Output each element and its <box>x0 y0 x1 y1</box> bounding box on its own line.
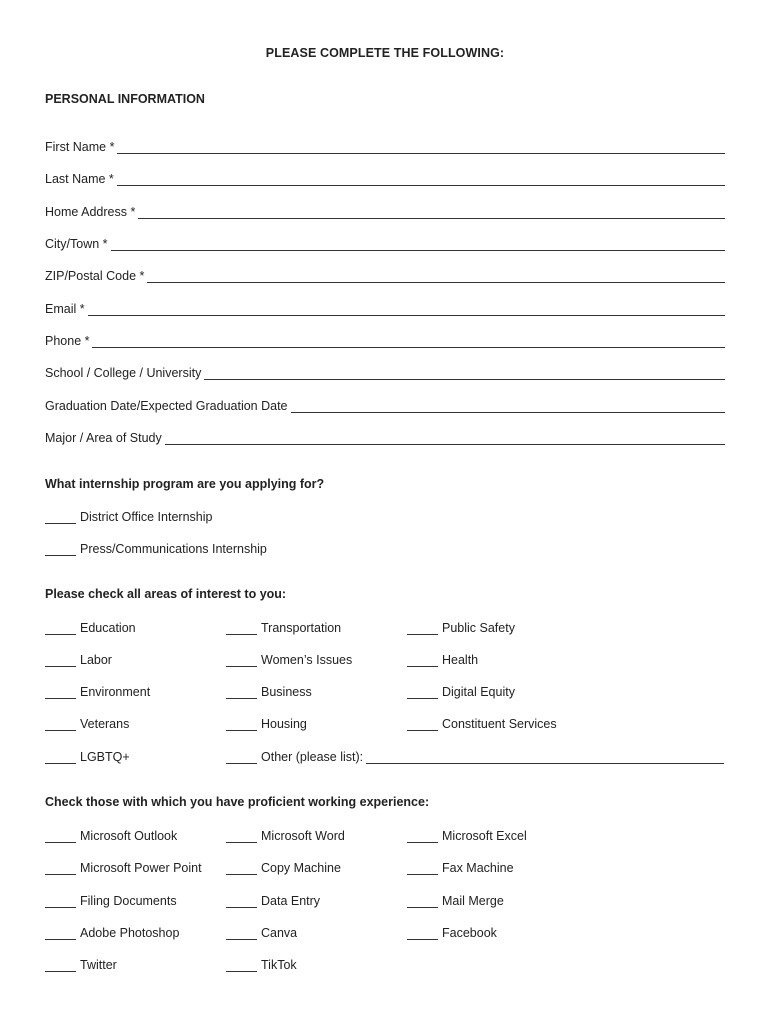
last-name-line[interactable] <box>117 173 725 186</box>
interest-option-public-safety[interactable] <box>407 619 515 635</box>
checkbox-blank[interactable] <box>226 896 257 908</box>
experience-option-excel[interactable] <box>407 827 527 843</box>
interest-option-labor[interactable] <box>45 651 112 667</box>
graduation-date-line[interactable] <box>291 400 725 413</box>
option-label: Twitter <box>80 958 117 972</box>
checkbox-blank[interactable] <box>45 687 76 699</box>
email-line[interactable] <box>88 303 725 316</box>
school-field[interactable] <box>45 364 725 380</box>
option-label: Canva <box>261 926 298 940</box>
interest-option-education[interactable] <box>45 619 136 635</box>
experience-option-facebook[interactable] <box>407 924 497 940</box>
last-name-label: Last Name * <box>45 172 114 186</box>
checkbox-blank[interactable] <box>226 863 257 875</box>
option-label: Fax Machine <box>442 861 514 875</box>
major-line[interactable] <box>165 432 725 445</box>
interest-option-environment[interactable] <box>45 683 150 699</box>
option-label: Veterans <box>80 717 130 731</box>
graduation-date-label: Graduation Date/Expected Graduation Date <box>45 399 288 413</box>
checkbox-blank[interactable] <box>407 655 438 667</box>
checkbox-blank[interactable] <box>407 687 438 699</box>
option-label: Microsoft Word <box>261 829 345 843</box>
checkbox-blank[interactable] <box>45 752 76 764</box>
checkbox-blank[interactable] <box>45 896 76 908</box>
city-town-field[interactable] <box>45 235 725 251</box>
checkbox-blank[interactable] <box>45 719 76 731</box>
checkbox-blank[interactable] <box>45 544 76 556</box>
first-name-line[interactable] <box>117 141 725 154</box>
interest-option-health[interactable] <box>407 651 478 667</box>
interests-question: Please check all areas of interest to you: <box>45 587 287 601</box>
interest-option-womens-issues[interactable] <box>226 651 352 667</box>
option-label: Copy Machine <box>261 861 341 875</box>
experience-option-copy-machine[interactable] <box>226 859 341 875</box>
experience-option-data-entry[interactable] <box>226 892 320 908</box>
checkbox-blank[interactable] <box>226 752 257 764</box>
interest-option-digital-equity[interactable] <box>407 683 515 699</box>
major-field[interactable] <box>45 429 725 445</box>
option-label: Education <box>80 621 136 635</box>
home-address-label: Home Address * <box>45 205 136 219</box>
experience-option-outlook[interactable] <box>45 827 177 843</box>
checkbox-blank[interactable] <box>226 655 257 667</box>
last-name-field[interactable] <box>45 170 725 186</box>
experience-option-tiktok[interactable] <box>226 956 297 972</box>
option-label: Transportation <box>261 621 342 635</box>
email-label: Email * <box>45 302 85 316</box>
option-label: Other (please list): <box>261 750 364 764</box>
option-label: Adobe Photoshop <box>80 926 180 940</box>
option-label: Public Safety <box>442 621 515 635</box>
checkbox-blank[interactable] <box>226 928 257 940</box>
option-label: Environment <box>80 685 151 699</box>
interest-option-lgbtq[interactable] <box>45 748 130 764</box>
checkbox-blank[interactable] <box>45 928 76 940</box>
experience-option-power-point[interactable] <box>45 859 202 875</box>
interest-option-transportation[interactable] <box>226 619 341 635</box>
city-town-line[interactable] <box>111 238 725 251</box>
option-label: TikTok <box>261 958 297 972</box>
home-address-field[interactable] <box>45 203 725 219</box>
option-label: LGBTQ+ <box>80 750 130 764</box>
option-label: Microsoft Outlook <box>80 829 178 843</box>
checkbox-blank[interactable] <box>407 831 438 843</box>
experience-option-adobe-photoshop[interactable] <box>45 924 179 940</box>
checkbox-blank[interactable] <box>45 512 76 524</box>
page-title: PLEASE COMPLETE THE FOLLOWING: <box>265 46 505 60</box>
first-name-field[interactable] <box>45 138 725 154</box>
interest-option-housing[interactable] <box>226 715 307 731</box>
checkbox-blank[interactable] <box>45 831 76 843</box>
zip-code-field[interactable] <box>45 267 725 283</box>
checkbox-blank[interactable] <box>407 928 438 940</box>
interest-option-other[interactable] <box>226 748 724 764</box>
program-option-press-communications[interactable] <box>45 540 267 556</box>
checkbox-blank[interactable] <box>226 687 257 699</box>
option-label: Press/Communications Internship <box>80 542 267 556</box>
graduation-date-field[interactable] <box>45 397 725 413</box>
personal-info-heading: PERSONAL INFORMATION <box>45 92 205 106</box>
option-label: Data Entry <box>261 894 321 908</box>
checkbox-blank[interactable] <box>407 896 438 908</box>
option-label: Filing Documents <box>80 894 177 908</box>
option-label: Facebook <box>442 926 497 940</box>
option-label: Women’s Issues <box>261 653 353 667</box>
option-label: Constituent Services <box>442 717 557 731</box>
option-label: Microsoft Power Point <box>80 861 202 875</box>
checkbox-blank[interactable] <box>45 960 76 972</box>
home-address-line[interactable] <box>138 206 725 219</box>
interest-option-constituent-services[interactable] <box>407 715 557 731</box>
checkbox-blank[interactable] <box>45 623 76 635</box>
other-write-in-line[interactable] <box>366 751 724 764</box>
phone-label: Phone * <box>45 334 90 348</box>
city-town-label: City/Town * <box>45 237 108 251</box>
checkbox-blank[interactable] <box>226 719 257 731</box>
experience-option-canva[interactable] <box>226 924 297 940</box>
experience-option-word[interactable] <box>226 827 345 843</box>
option-label: Health <box>442 653 479 667</box>
experience-option-filing-documents[interactable] <box>45 892 177 908</box>
checkbox-blank[interactable] <box>407 623 438 635</box>
school-line[interactable] <box>204 367 725 380</box>
checkbox-blank[interactable] <box>226 831 257 843</box>
major-label: Major / Area of Study <box>45 431 162 445</box>
option-label: Microsoft Excel <box>442 829 527 843</box>
checkbox-blank[interactable] <box>45 863 76 875</box>
checkbox-blank[interactable] <box>226 960 257 972</box>
option-label: Labor <box>80 653 112 667</box>
option-label: Mail Merge <box>442 894 504 908</box>
school-label: School / College / University <box>45 366 202 380</box>
checkbox-blank[interactable] <box>407 719 438 731</box>
phone-line[interactable] <box>92 335 725 348</box>
program-question: What internship program are you applying for? <box>45 477 325 491</box>
option-label: Digital Equity <box>442 685 515 699</box>
experience-question: Check those with which you have proficient working experience: <box>45 795 430 809</box>
first-name-label: First Name * <box>45 140 115 154</box>
phone-field[interactable] <box>45 332 725 348</box>
checkbox-blank[interactable] <box>45 655 76 667</box>
zip-code-line[interactable] <box>147 270 725 283</box>
checkbox-blank[interactable] <box>407 863 438 875</box>
experience-option-twitter[interactable] <box>45 956 117 972</box>
zip-code-label: ZIP/Postal Code * <box>45 269 145 283</box>
email-field[interactable] <box>45 300 725 316</box>
option-label: District Office Internship <box>80 510 213 524</box>
option-label: Housing <box>261 717 307 731</box>
option-label: Business <box>261 685 312 699</box>
checkbox-blank[interactable] <box>226 623 257 635</box>
experience-option-mail-merge[interactable] <box>407 892 504 908</box>
interest-option-veterans[interactable] <box>45 715 129 731</box>
experience-option-fax-machine[interactable] <box>407 859 514 875</box>
program-option-district-office[interactable] <box>45 508 212 524</box>
interest-option-business[interactable] <box>226 683 312 699</box>
